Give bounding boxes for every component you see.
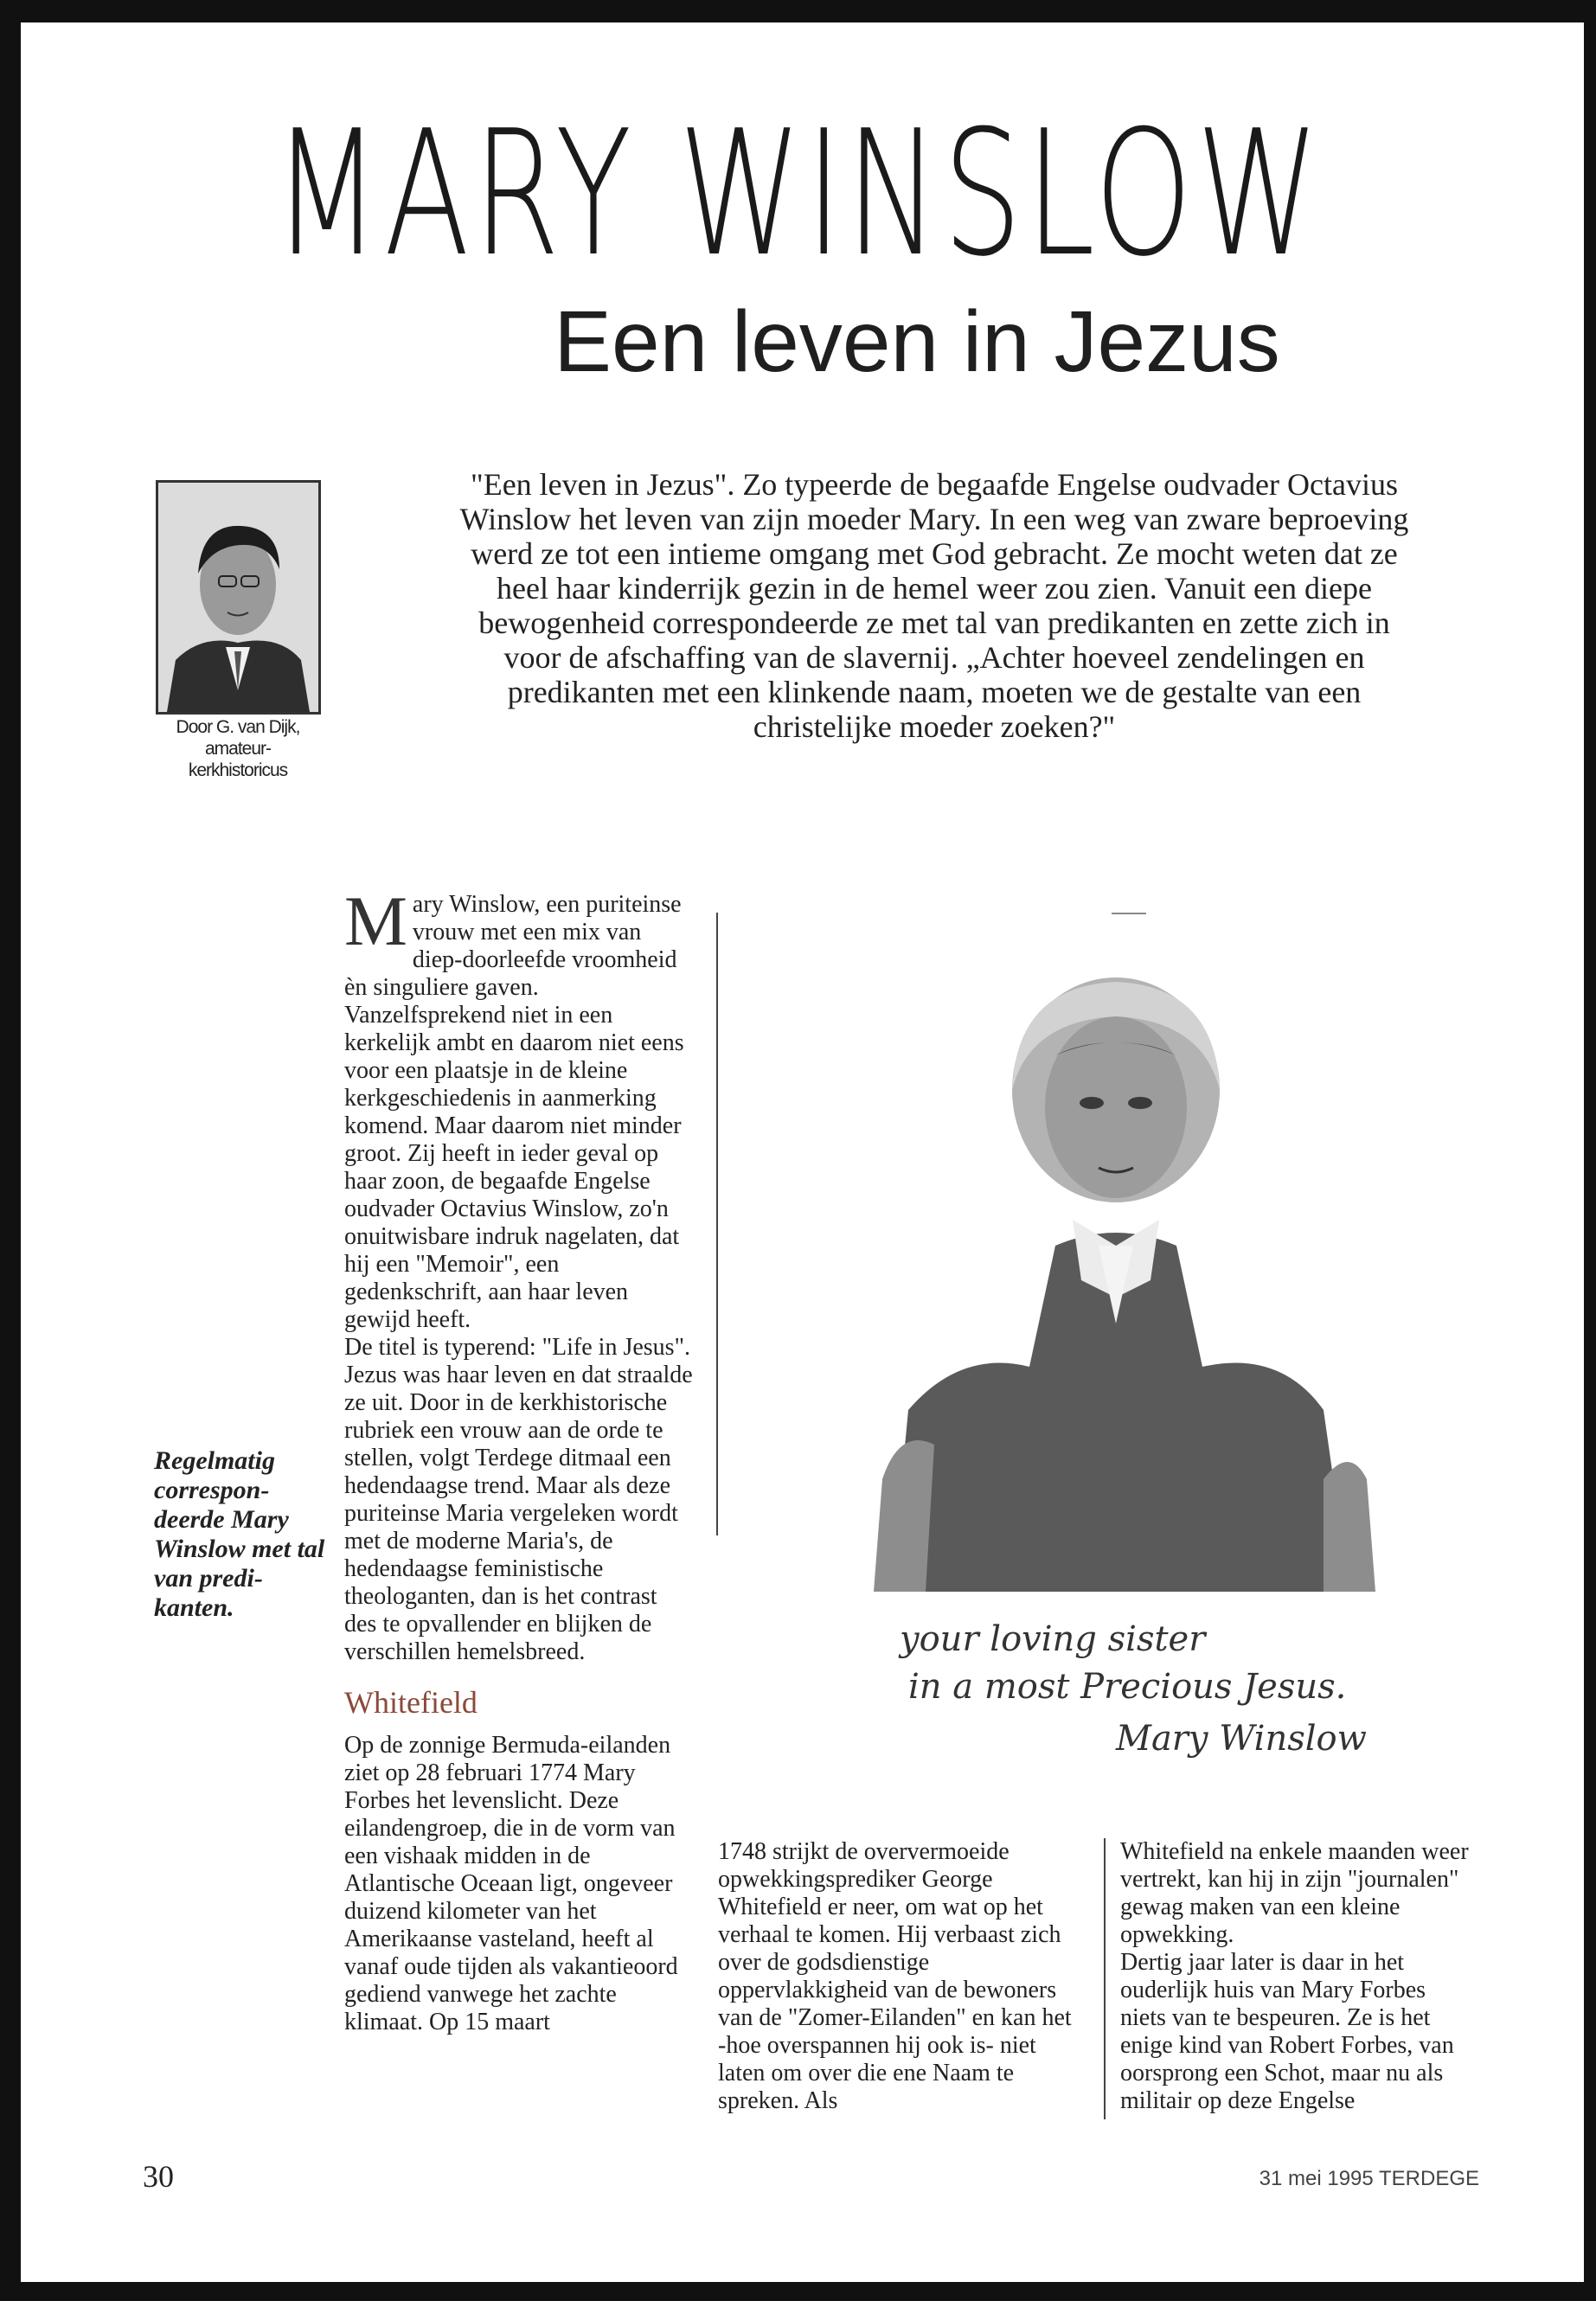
author-photo: [156, 480, 321, 715]
paragraph: De titel is typerend: "Life in Jesus". Jezus was haar leven en dat straalde ze uit. Door in de kerkhistorische rubriek een vrouw aan de orde te stellen, volgt Terdege ditmaal een hedendaagse trend. Maar als deze puriteinse Maria vergeleken wordt met de moderne Maria's, de hedendaagse feministische theologanten, dan is het contrast des te opvallender en blijken de verschillen hemelsbreed.: [344, 1334, 693, 1665]
decorative-rule: [1112, 913, 1146, 914]
article-column-1: [344, 881, 695, 2036]
pull-quote: Regelmatig correspon-deerde Mary Winslow met tal van predi-kanten.: [154, 1446, 325, 1622]
mary-winslow-engraving: [839, 960, 1393, 1592]
page-number: 30: [143, 2159, 174, 2194]
column-rule: [716, 913, 718, 1535]
signature-line: your loving sister: [900, 1619, 1206, 1659]
paragraph: [344, 881, 695, 1334]
paragraph: 1748 strijkt de oververmoeide opwekkingsprediker George Whitefield er neer, om wat op het verhaal te komen. Hij verbaast zich over de godsdienstige oppervlakkigheid van de bewoners van de "Zomer-Eilanden" en kan het -hoe overspannen hij ook is- niet laten om over die ene Naam te spreken. Als: [718, 1838, 1072, 2114]
intro-lead: [450, 467, 1419, 744]
article-subtitle: Een leven in Jezus: [554, 293, 1280, 390]
article-column-2: [718, 1838, 1073, 2115]
paragraph: Whitefield na enkele maanden weer vertrekt, kan hij in zijn "journalen" gewag maken van een kleine opwekking.: [1120, 1838, 1469, 1948]
signature-line: in a most Precious Jesus.: [908, 1667, 1347, 1707]
signature-name: Mary Winslow: [1116, 1719, 1367, 1759]
issue-footer: 31 mei 1995 TERDEGE: [1259, 2167, 1479, 2190]
section-heading: Whitefield: [344, 1685, 478, 1720]
drop-cap: M: [344, 881, 407, 960]
paragraph: Op de zonnige Bermuda-eilanden ziet op 28 februari 1774 Mary Forbes het levenslicht. Deze eilandengroep, die in de vorm van een vishaak midden in de Atlantische Oceaan ligt, ongeveer duizend kilometer van het Amerikaanse vasteland, heeft al vanaf oude tijden als vakantieoord gediend vanwege het zachte klimaat. Op 15 maart: [344, 1732, 678, 2035]
column-rule: [1104, 1838, 1106, 2119]
article-title: MARY WINSLOW: [272, 93, 1324, 295]
paragraph: Dertig jaar later is daar in het ouderlijk huis van Mary Forbes niets van te bespeuren. Ze is het enige kind van Robert Forbes, van oorsprong een Schot, maar nu als militair op deze Engelse: [1120, 1949, 1454, 2114]
intro-text: "Een leven in Jezus". Zo typeerde de begaafde Engelse oudvader Octavius Winslow het leven van zijn moeder Mary. In een weg van zware beproeving werd ze tot een intieme omgang met God gebracht. Ze mocht weten dat ze heel haar kinderrijk gezin in de hemel weer zou zien. Vanuit een diepe bewogenheid correspondeerde ze met tal van predikanten en zette zich in voor de afschaffing van de slavernij. „Achter hoeveel zendelingen en predikanten met een klinkende naam, moeten we de gestalte van een christelijke moeder zoeken?": [459, 467, 1409, 744]
handwritten-signature: [900, 1618, 1436, 1791]
paragraph-text: ary Winslow, een puriteinse vrouw met een mix van diep-doorleefde vroomheid èn singuliere gaven. Vanzelfsprekend niet in een kerkelijk ambt en daarom niet eens voor een plaatsje in de kleine kerkgeschiedenis in aanmerking komend. Maar daarom niet minder groot. Zij heeft in ieder geval op haar zoon, de begaafde Engelse oudvader Octavius Winslow, zo'n onuitwisbare indruk nagelaten, dat hij een "Memoir", een gedenkschrift, aan haar leven gewijd heeft.: [344, 891, 684, 1333]
article-column-3: [1120, 1838, 1475, 2115]
author-caption: Door G. van Dijk, amateur-kerkhistoricus: [176, 717, 300, 780]
